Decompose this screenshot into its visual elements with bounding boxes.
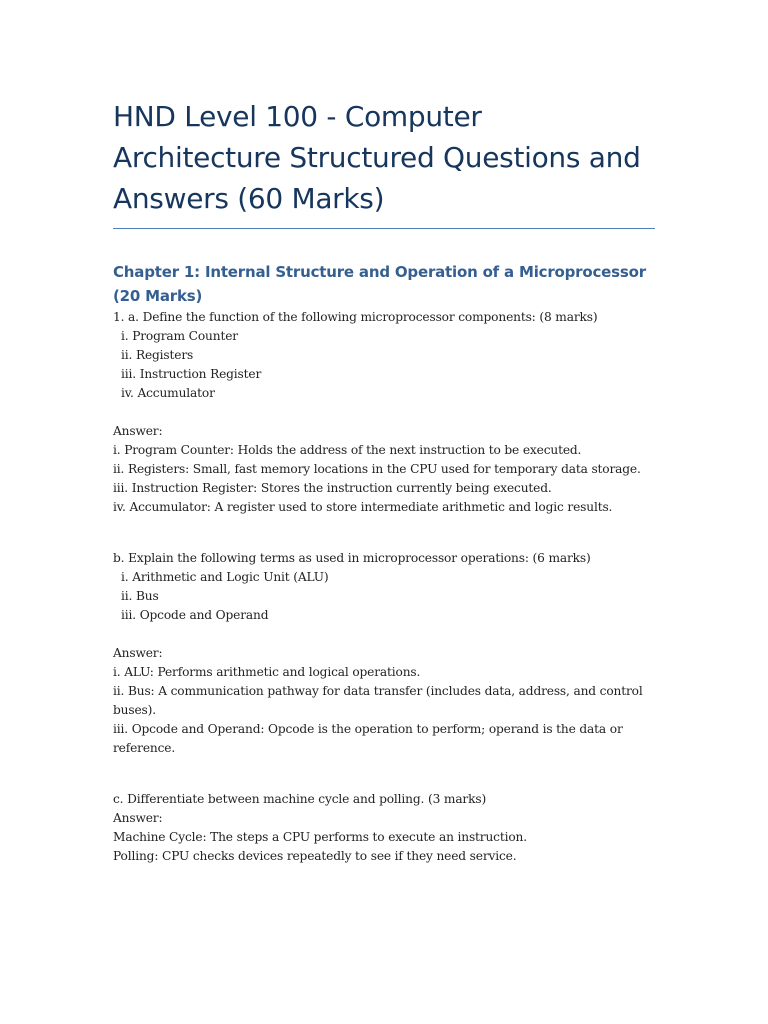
answer-line: i. ALU: Performs arithmetic and logical operations. [113, 665, 421, 679]
question-1a-item: i. Program Counter [121, 329, 238, 343]
chapter-heading: Chapter 1: Internal Structure and Operation of a Microprocessor (20 Marks) [113, 263, 646, 305]
answer-label: Answer: [113, 646, 163, 660]
spacer [113, 625, 655, 644]
answer-line: Polling: CPU checks devices repeatedly to see if they need service. [113, 849, 517, 863]
question-1c-block [113, 790, 655, 866]
title-divider [113, 228, 655, 229]
answer-line: iii. Opcode and Operand: Opcode is the operation to perform; operand is the data or reference. [113, 722, 623, 755]
question-1a-item: iv. Accumulator [121, 386, 215, 400]
answer-line: iv. Accumulator: A register used to store intermediate arithmetic and logic results. [113, 500, 613, 514]
question-1b-item: i. Arithmetic and Logic Unit (ALU) [121, 570, 329, 584]
answer-line: ii. Registers: Small, fast memory locations in the CPU used for temporary data storage. [113, 462, 641, 476]
document-page [113, 0, 655, 866]
answer-line: iii. Instruction Register: Stores the instruction currently being executed. [113, 481, 552, 495]
question-1b-text: b. Explain the following terms as used in microprocessor operations: (6 marks) [113, 551, 591, 565]
answer-line: i. Program Counter: Holds the address of the next instruction to be executed. [113, 443, 582, 457]
answer-line: Machine Cycle: The steps a CPU performs to execute an instruction. [113, 830, 527, 844]
question-1b-block [113, 549, 655, 790]
spacer [113, 536, 655, 549]
answer-label: Answer: [113, 424, 163, 438]
answer-label: Answer: [113, 811, 163, 825]
question-1b-item: ii. Bus [121, 589, 159, 603]
spacer [113, 517, 655, 536]
question-1a-block [113, 308, 655, 549]
question-1b-item: iii. Opcode and Operand [121, 608, 269, 622]
document-title: HND Level 100 - Computer Architecture Structured Questions and Answers (60 Marks) [113, 100, 641, 215]
question-1c-text: c. Differentiate between machine cycle and polling. (3 marks) [113, 792, 487, 806]
answer-line: ii. Bus: A communication pathway for data transfer (includes data, address, and control buses). [113, 684, 643, 717]
question-1a-item: iii. Instruction Register [121, 367, 262, 381]
question-1a-text: 1. a. Define the function of the following microprocessor components: (8 marks) [113, 310, 598, 324]
spacer [113, 758, 655, 777]
question-1a-item: ii. Registers [121, 348, 194, 362]
spacer [113, 777, 655, 790]
spacer [113, 403, 655, 422]
